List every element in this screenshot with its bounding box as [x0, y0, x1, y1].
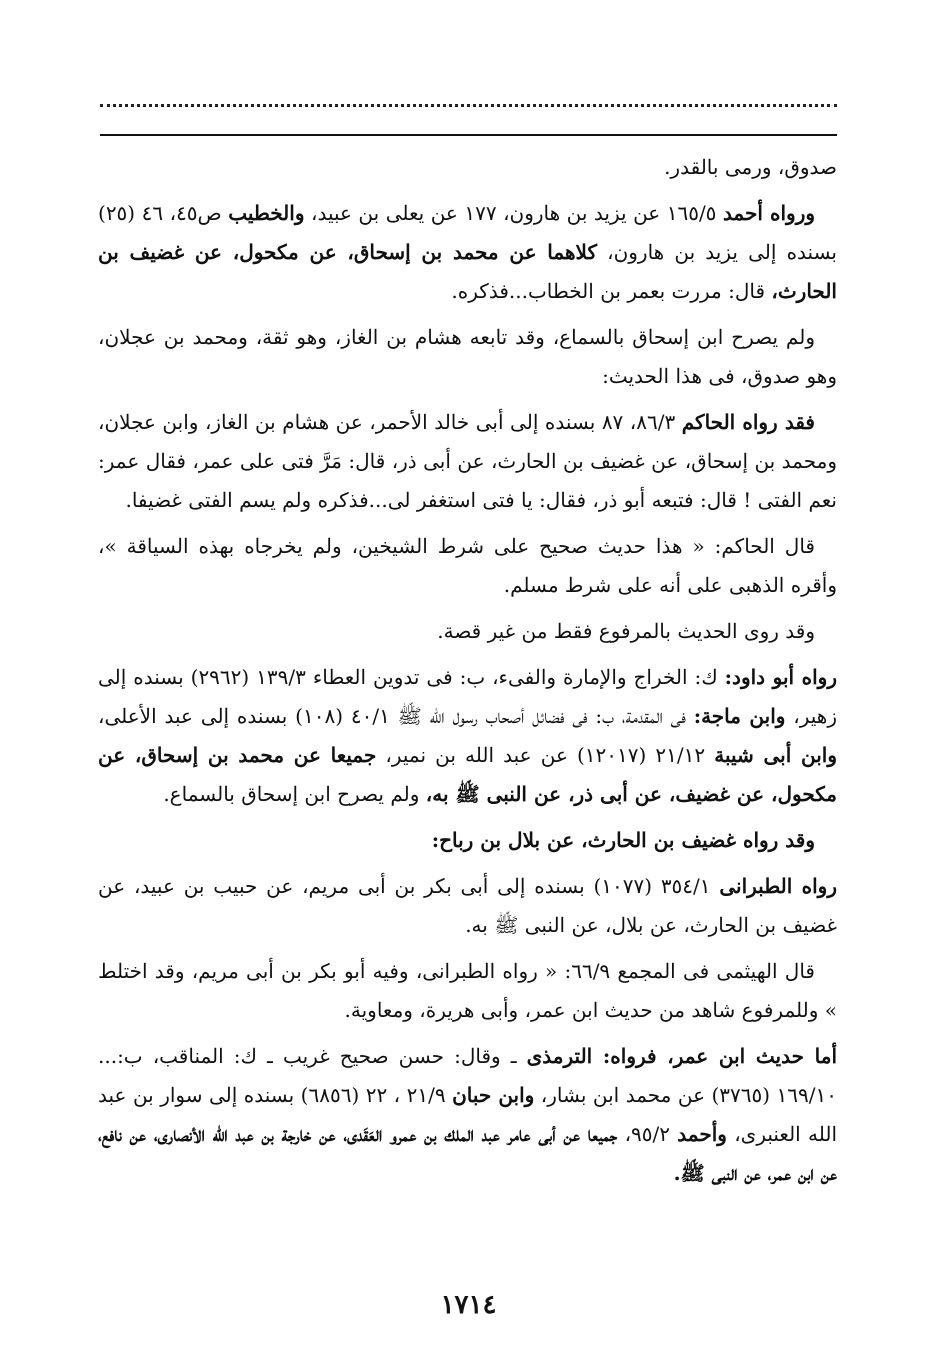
bold-text: وابن حبان: [452, 1083, 535, 1107]
bold-text: رواه الطبرانى: [719, 874, 837, 898]
text-run: ٨٦/٣، ٨٧ بسنده إلى أبى خالد الأحمر، عن هشام بن الغاز، وابن عجلان، ومحمد بن إسحاق، عن غضيف بن الحارث، عن أبى ذر، قال: مَرَّ فتى على عمر، فقال عمر: نعم الفتى ! قال: فتبعه أبو ذر، فقال: يا فتى استغفر لى...فذكره ولم يسم الفتى غضيفا.: [98, 410, 837, 512]
paragraph: [98, 527, 837, 605]
text-run: ٢١/٩ ، ٢٢ (٦٨٥٦) بسنده إلى سوار بن عبد الله العنبرى،: [98, 1083, 838, 1146]
bold-text: وأحمد: [677, 1122, 727, 1146]
text-run: ولم يصرح ابن إسحاق بالسماع، وقد تابعه هشام بن الغاز، وهو ثقة، ومحمد بن عجلان، وهو صدوق، فى هذا الحديث:: [98, 325, 837, 388]
page-number: ١٧١٤: [440, 1290, 497, 1320]
bold-text: كلاهما عن محمد بن إسحاق، عن مكحول، عن غضيف بن الحارث،: [98, 240, 837, 303]
text-run: قال الحاكم: « هذا حديث صحيح على شرط الشيخين، ولم يخرجاه بهذه السياقة »، وأقره الذهبى على أنه على شرط مسلم.: [98, 534, 837, 597]
bold-text: أما حديث ابن عمر، فرواه: الترمذى: [526, 1044, 837, 1068]
text-run: ك: الخراج والإمارة والفىء، ب: فى تدوين العطاء ١٣٩/٣ (٢٩٦٢) بسنده إلى زهير،: [98, 665, 838, 728]
text-run: قال الهيثمى فى المجمع ٦٦/٩: « رواه الطبرانى، وفيه أبو بكر بن أبى مريم، وقد اختلط » وللمرفوع شاهد من حديث ابن عمر، وأبى هريرة، ومعاوية.: [98, 959, 837, 1022]
text-run: ٢١/١٢ (١٢٠١٧) عن عبد الله بن نمير،: [376, 743, 715, 767]
bold-text: جميعا عن محمد بن إسحاق، عن مكحول، عن غضيف، عن أبى ذر، عن النبى ﷺ به،: [98, 743, 837, 806]
page-body: [98, 148, 837, 1200]
paragraph: [98, 612, 837, 651]
paragraph: [98, 821, 837, 860]
paragraph: [98, 403, 837, 520]
paragraph: [98, 318, 837, 396]
bold-text: وابن ماجة:: [693, 704, 786, 728]
dotted-separator: [100, 104, 837, 107]
text-run: قال: مررت بعمر بن الخطاب...فذكره.: [451, 279, 772, 303]
paragraph: [98, 148, 837, 187]
bold-text: ورواه أحمد: [722, 201, 816, 225]
bold-text: رواه أبو داود:: [724, 665, 837, 689]
bold-text: والخطيب: [228, 201, 305, 225]
paragraph: [98, 952, 837, 1030]
text-run: ٩٥/٢،: [617, 1122, 678, 1146]
bold-text: وابن أبى شيبة: [714, 743, 837, 767]
bold-text: وقد رواه غضيف بن الحارث، عن بلال بن رباح:: [431, 828, 815, 852]
bold-text: فقد رواه الحاكم: [681, 410, 815, 434]
text-run: ـ وقال: حسن صحيح غريب ـ ك: المناقب، ب:... ١٦٩/١٠ (٣٧٦٥) عن محمد ابن بشار،: [98, 1044, 837, 1107]
text-run: صدوق، ورمى بالقدر.: [664, 155, 837, 179]
text-run: ولم يصرح ابن إسحاق بالسماع.: [163, 782, 426, 806]
text-run: ١٦٥/٥ عن يزيد بن هارون، ١٧٧ عن يعلى بن عبيد،: [304, 201, 723, 225]
text-run: وقد روى الحديث بالمرفوع فقط من غير قصة.: [437, 619, 815, 643]
bold-text: جميعا عن أبى عامر عبد الملك بن عمرو العَقَدى، عن خارجة بن عبد الله الأنصارى، عن نافع، عن ابن عمر، عن النبى ﷺ.: [98, 1122, 837, 1185]
text-run: ٣٥٤/١ (١٠٧٧) بسنده إلى أبى بكر بن أبى مريم، عن حبيب بن عبيد، عن غضيف بن الحارث، عن بلال، عن النبى ﷺ به.: [98, 874, 837, 937]
text-run: فى المقدمة، ب: فى فضائل أصحاب رسول الله ﷺ ٤٠/١ (١٠٨) بسنده إلى عبد الأعلى،: [98, 704, 694, 728]
paragraph: [98, 867, 837, 945]
paragraph: [98, 194, 837, 311]
horizontal-rule: [100, 134, 837, 136]
paragraph: [98, 1037, 837, 1193]
text-run: ص٤٥، ٤٦ (٢٥) بسنده إلى يزيد بن هارون،: [98, 201, 837, 264]
paragraph: [98, 658, 837, 814]
